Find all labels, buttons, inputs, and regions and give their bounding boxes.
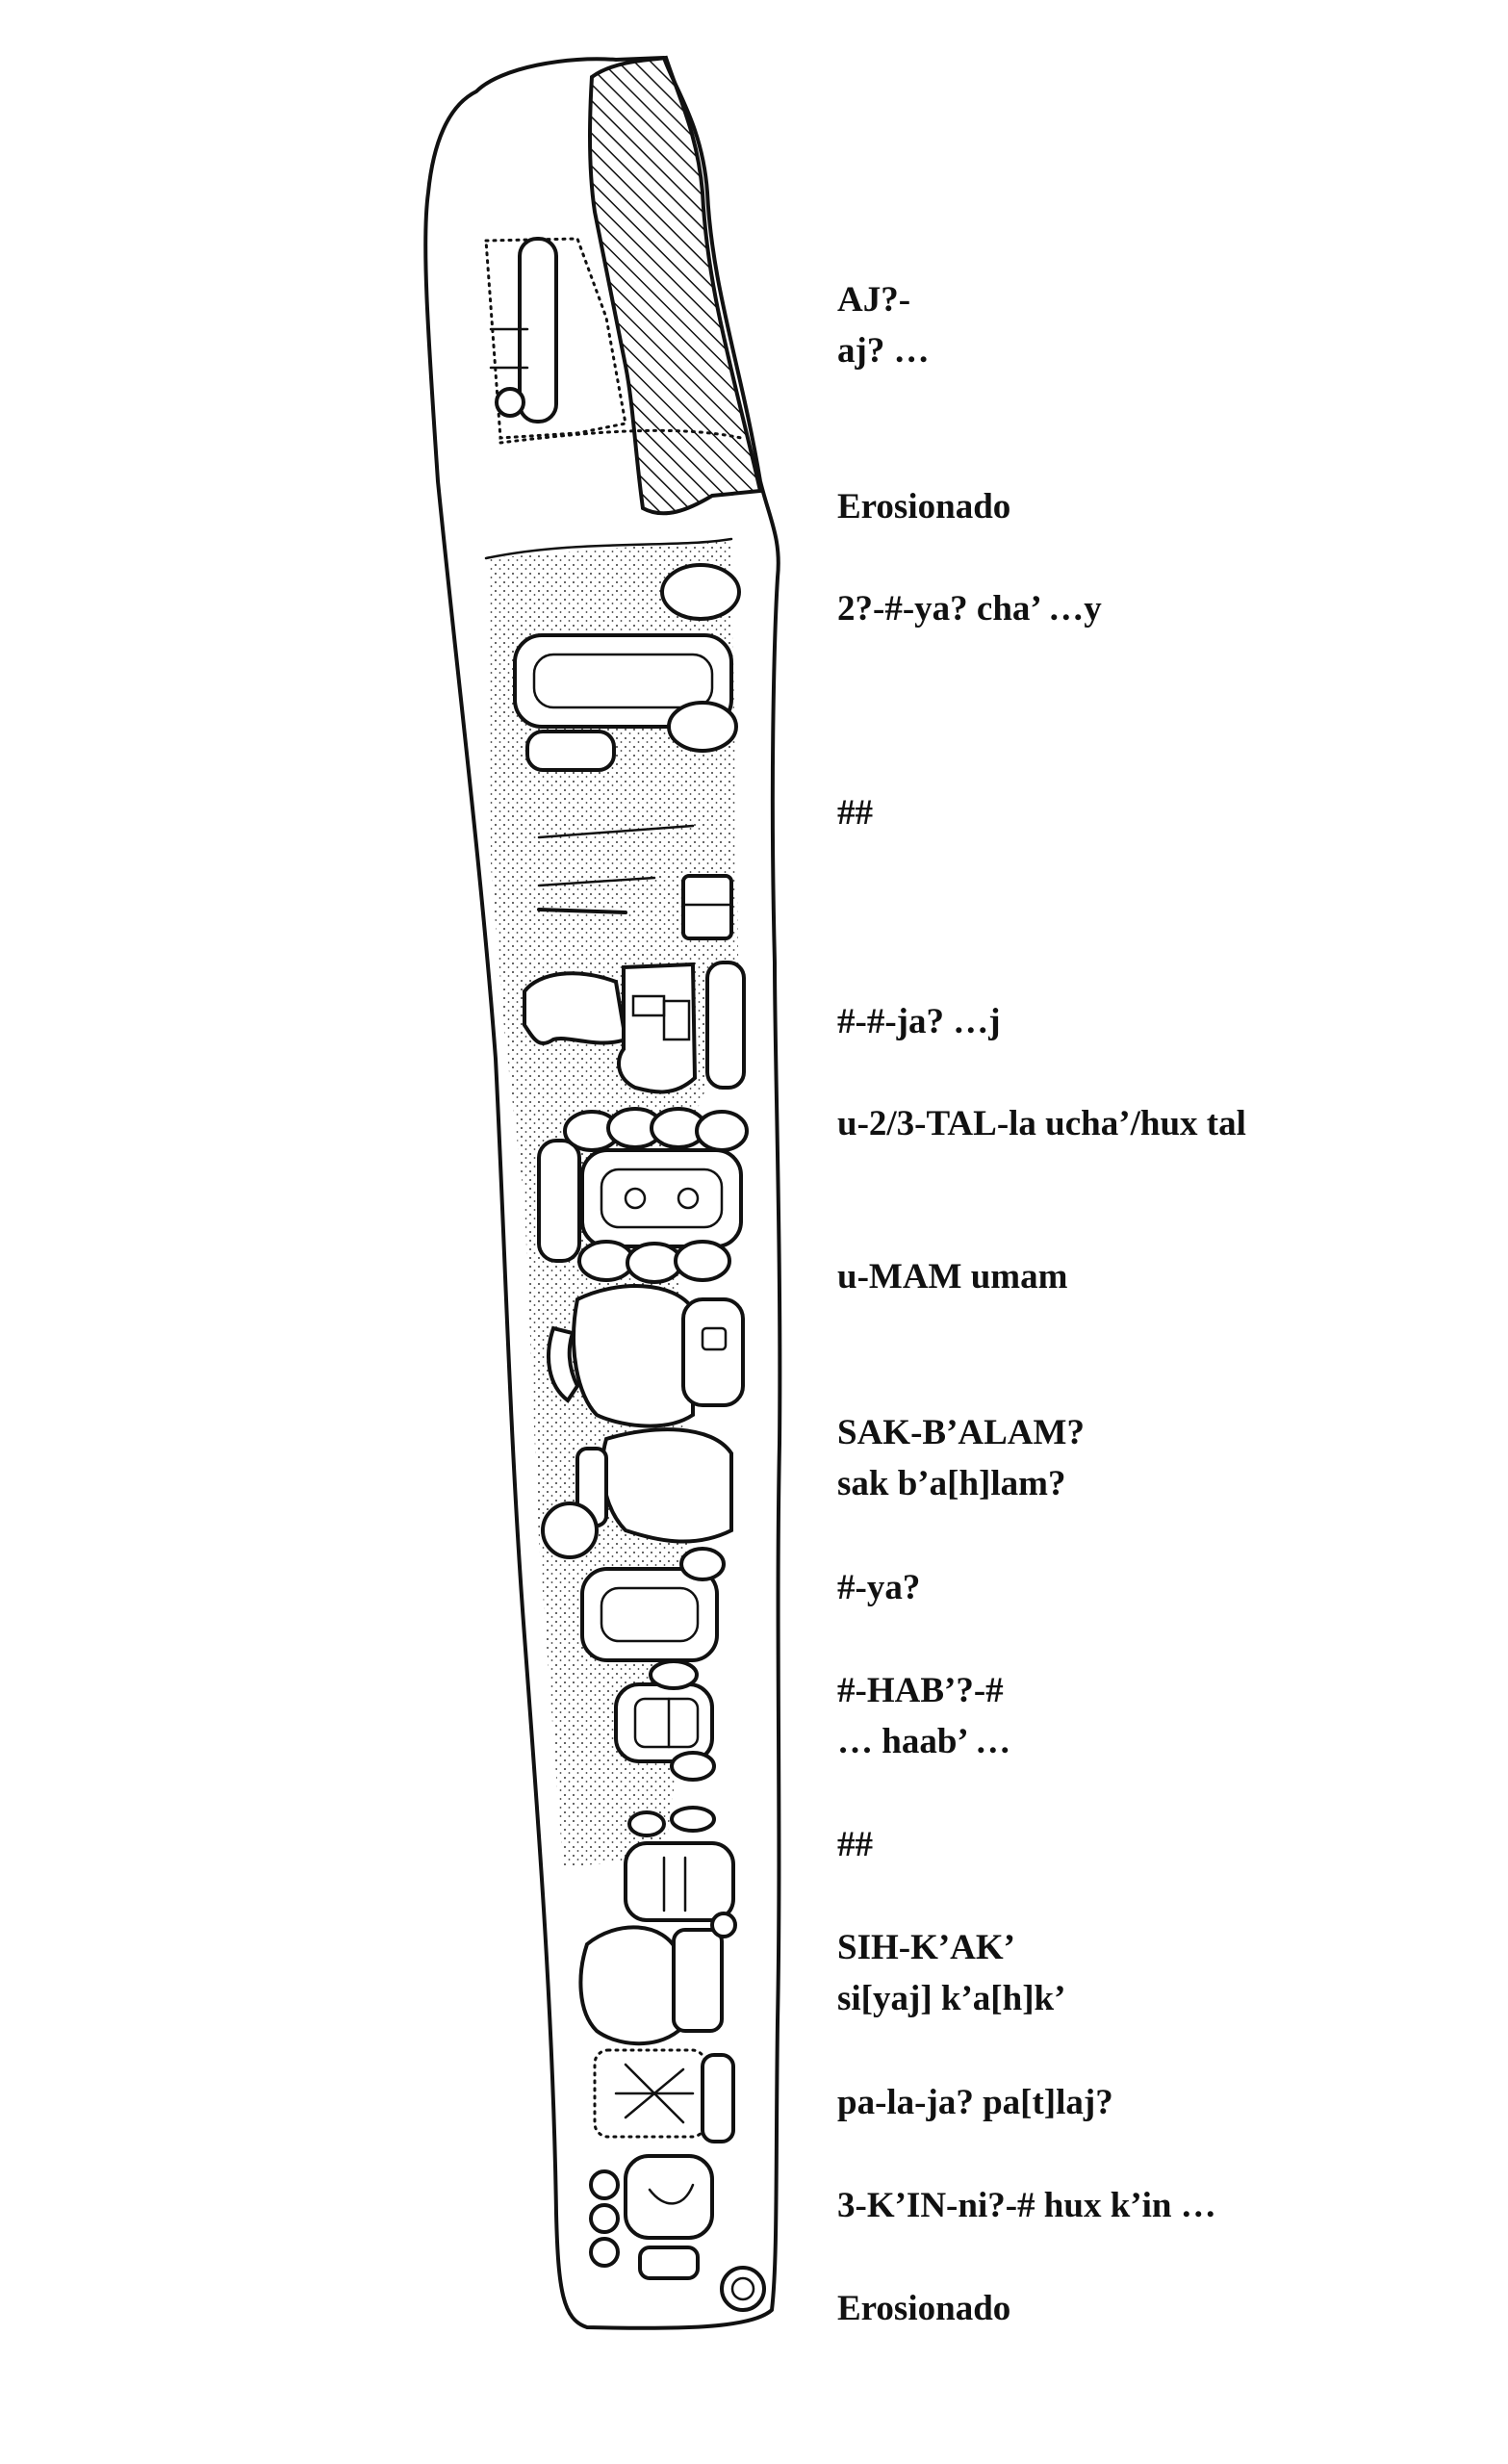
label-row10-line1: #-HAB’?-# [837,1671,1004,1710]
label-row4-line1: ## [837,793,873,833]
label-row10-line2: … haab’ … [837,1722,1011,1761]
glyph-head-1 [524,973,626,1043]
label-row12-line1: SIH-K’AK’ [837,1928,1015,1967]
glyph-sih [580,1927,678,2043]
label-row15-line1: Erosionado [837,2289,1011,2328]
label-row3-line1: 2?-#-ya? cha’ …y [837,589,1102,629]
glyph-face-1 [619,964,695,1091]
glyph-small-ring [722,2268,764,2310]
label-row5-line1: #-#-ja? …j [837,1002,1001,1041]
label-row15 [837,2283,1010,2334]
label-row11 [837,1819,873,1870]
label-row7 [837,1251,1067,1302]
label-row1-line2: aj? … [837,331,930,371]
label-row11-line1: ## [837,1825,873,1864]
label-row4 [837,787,873,838]
label-row6 [837,1098,1246,1149]
glyph-head-2 [574,1286,693,1425]
label-row2 [837,481,1010,532]
label-row9-line1: #-ya? [837,1568,921,1607]
label-row1-line1: AJ?- [837,280,911,320]
label-row14 [837,2180,1216,2231]
label-row3 [837,583,1102,634]
glyph-aj-dot [497,389,524,416]
label-row10 [837,1665,1010,1767]
label-row9 [837,1562,920,1613]
label-row12-line2: si[yaj] k’a[h]k’ [837,1979,1066,2018]
label-row7-line1: u-MAM umam [837,1257,1068,1296]
broken-section-hatched [590,58,760,513]
glyph-head-3 [602,1429,731,1541]
label-row8-line1: SAK-B’ALAM? [837,1413,1085,1452]
label-row5 [837,996,1001,1047]
label-row6-line1: u-2/3-TAL-la ucha’/hux tal [837,1104,1246,1143]
label-row14-line1: 3-K’IN-ni?-# hux k’in … [837,2186,1216,2225]
label-row12 [837,1922,1065,2024]
glyph-kin [626,2156,712,2238]
label-row8 [837,1407,1085,1509]
label-row2-line1: Erosionado [837,487,1011,526]
glyph-cartouche-2 [582,1150,741,1246]
label-row1 [837,274,930,376]
label-row8-line2: sak b’a[h]lam? [837,1464,1066,1503]
label-row13-line1: pa-la-ja? pa[t]laj? [837,2083,1113,2122]
label-row13 [837,2077,1113,2128]
